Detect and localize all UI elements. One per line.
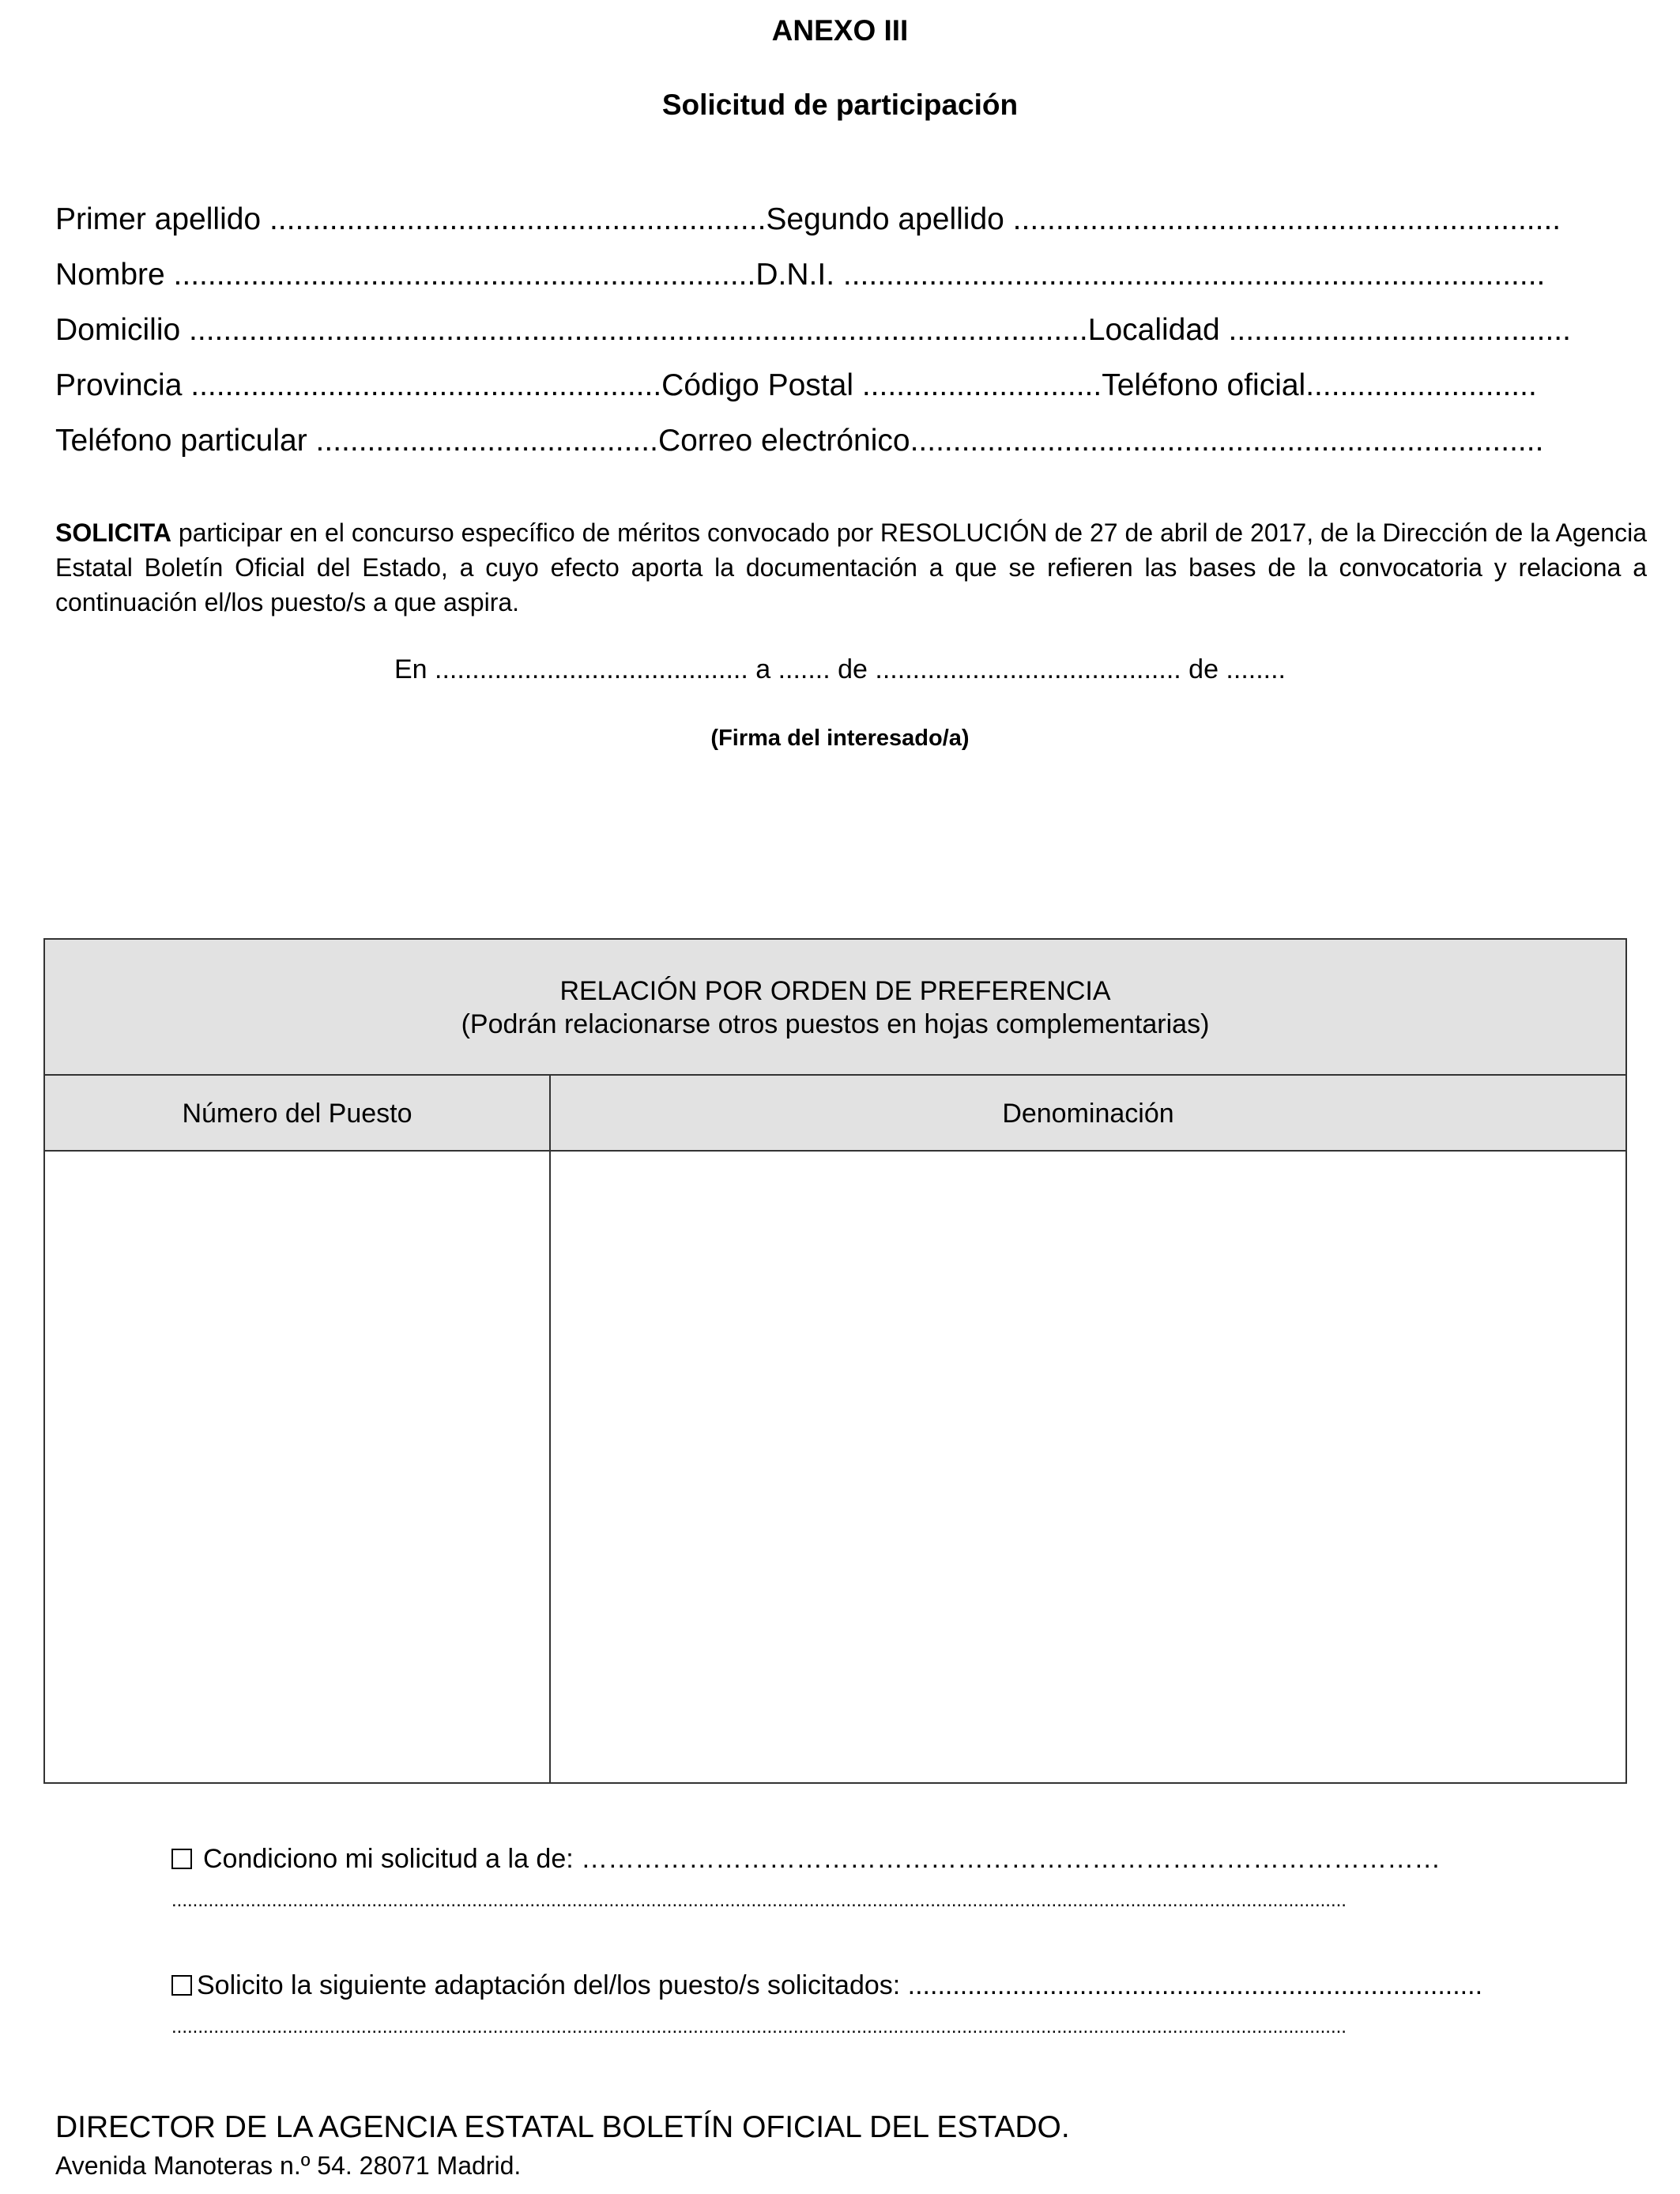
- request-lead: SOLICITA: [55, 518, 171, 547]
- document-title: ANEXO III: [771, 14, 909, 47]
- field-line-contact: Teléfono particular ........................................Correo electrónico..........................................................................: [55, 424, 1544, 458]
- table-heading: [45, 940, 1625, 1076]
- place-date-line: En .......................................... a ....... de ......................................... de ........: [394, 654, 1286, 684]
- adaptation-checkbox[interactable]: [171, 1975, 192, 1996]
- field-line-province: Provincia .......................................................Código Postal ............................Teléfono oficial...........................: [55, 368, 1537, 402]
- condition-label: Condiciono mi solicitud a la de: ……………………………………………………………………………………: [203, 1844, 1441, 1874]
- field-line-address: Domicilio .........................................................................................................Localidad ........................................: [55, 313, 1571, 347]
- document-subtitle: Solicitud de participación: [661, 89, 1019, 121]
- table-heading-note: (Podrán relacionarse otros puestos en hojas complementarias): [461, 1009, 1210, 1039]
- condition-option: [171, 1842, 1620, 1876]
- column-header-denomination: Denominación: [551, 1076, 1625, 1152]
- adaptation-option: [171, 1968, 1620, 2003]
- request-text: participar en el concurso específico de méritos convocado por RESOLUCIÓN de 27 de abril de 2017, de la Dirección de la Agencia Estatal Boletín Oficial del Estado, a cuyo efecto aporta la documentación a que se refieren las bases de la convocatoria y relaciona a continuación el/los puesto/s a que aspira.: [55, 518, 1647, 616]
- adaptation-label: Solicito la siguiente adaptación del/los puesto/s solicitados: .............................................................................: [197, 1970, 1483, 2000]
- signature-label: (Firma del interesado/a): [710, 726, 970, 751]
- addressee: DIRECTOR DE LA AGENCIA ESTATAL BOLETÍN OFICIAL DEL ESTADO.: [55, 2110, 1070, 2144]
- address: Avenida Manoteras n.º 54. 28071 Madrid.: [55, 2151, 522, 2180]
- table-heading-title: RELACIÓN POR ORDEN DE PREFERENCIA: [559, 976, 1111, 1006]
- denomination-column-cell[interactable]: [551, 1152, 1625, 1782]
- field-line-surnames: Primer apellido ..........................................................Segundo apellido ................................................................: [55, 202, 1561, 236]
- preference-table: [43, 938, 1627, 1784]
- number-column-cell[interactable]: [45, 1152, 551, 1782]
- column-header-number: Número del Puesto: [45, 1076, 551, 1152]
- condition-checkbox[interactable]: [171, 1849, 192, 1869]
- condition-dots: ...............................................................................................................................................................................................................................: [171, 1890, 1347, 1911]
- adaptation-dots: ...............................................................................................................................................................................................................................: [171, 2016, 1347, 2038]
- request-paragraph: [55, 515, 1647, 620]
- field-line-name-dni: Nombre ....................................................................D.N.I. ..................................................................................: [55, 258, 1546, 292]
